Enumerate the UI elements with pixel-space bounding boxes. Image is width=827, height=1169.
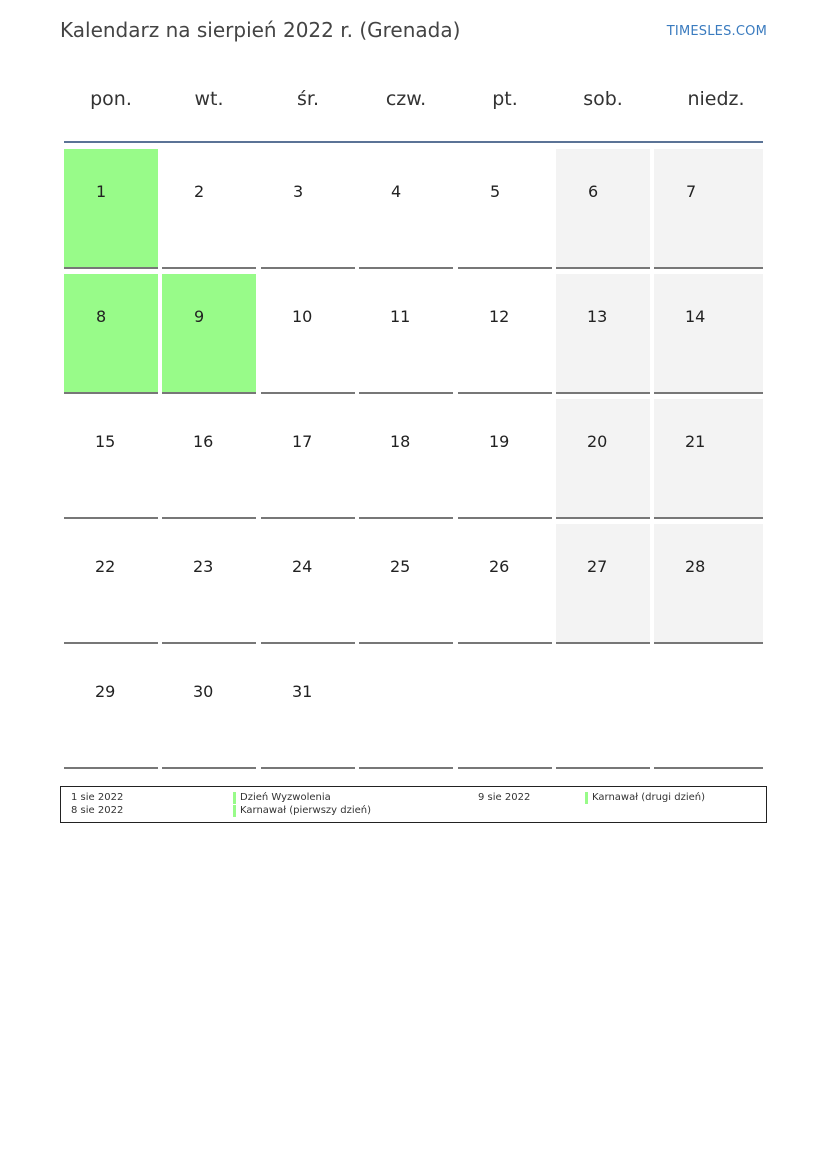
day-number: 12 bbox=[489, 307, 510, 326]
day-number: 9 bbox=[194, 307, 205, 326]
day-cell bbox=[654, 274, 763, 394]
empty-day-cell bbox=[458, 649, 552, 769]
day-cell bbox=[458, 399, 552, 519]
day-cell bbox=[64, 399, 158, 519]
day-cell bbox=[261, 399, 355, 519]
day-number: 21 bbox=[685, 432, 706, 451]
weekday-header-row bbox=[64, 88, 764, 120]
day-cell bbox=[64, 524, 158, 644]
day-cell bbox=[64, 149, 158, 269]
day-number: 31 bbox=[292, 682, 313, 701]
weekday-label: pon. bbox=[90, 88, 132, 110]
day-cell bbox=[458, 524, 552, 644]
day-number: 24 bbox=[292, 557, 313, 576]
legend-holiday-name bbox=[233, 792, 331, 803]
day-number: 7 bbox=[686, 182, 697, 201]
empty-day-cell bbox=[654, 649, 763, 769]
day-cell bbox=[261, 524, 355, 644]
day-cell bbox=[162, 274, 256, 394]
day-cell bbox=[359, 149, 453, 269]
day-number: 25 bbox=[390, 557, 411, 576]
day-cell bbox=[458, 149, 552, 269]
day-number: 6 bbox=[588, 182, 599, 201]
weekday-label: śr. bbox=[296, 88, 319, 110]
day-cell bbox=[458, 274, 552, 394]
day-number: 17 bbox=[292, 432, 313, 451]
holiday-color-marker bbox=[233, 792, 236, 804]
day-number: 18 bbox=[390, 432, 411, 451]
day-number: 28 bbox=[685, 557, 706, 576]
day-cell bbox=[654, 399, 763, 519]
holiday-legend bbox=[60, 786, 767, 823]
day-number: 4 bbox=[391, 182, 402, 201]
day-number: 30 bbox=[193, 682, 214, 701]
day-cell bbox=[359, 274, 453, 394]
day-cell bbox=[162, 149, 256, 269]
legend-holiday-label: Dzień Wyzwolenia bbox=[240, 792, 331, 803]
day-cell bbox=[556, 274, 650, 394]
day-number: 3 bbox=[293, 182, 304, 201]
day-number: 16 bbox=[193, 432, 214, 451]
legend-date: 8 sie 2022 bbox=[71, 805, 124, 816]
day-number: 22 bbox=[95, 557, 116, 576]
day-number: 27 bbox=[587, 557, 608, 576]
day-number: 10 bbox=[292, 307, 313, 326]
day-number: 1 bbox=[96, 182, 107, 201]
legend-holiday-name bbox=[585, 792, 705, 803]
legend-date: 1 sie 2022 bbox=[71, 792, 124, 803]
day-cell bbox=[359, 399, 453, 519]
day-cell bbox=[556, 149, 650, 269]
day-cell bbox=[162, 524, 256, 644]
day-number: 23 bbox=[193, 557, 214, 576]
day-cell bbox=[556, 399, 650, 519]
page-title: Kalendarz na sierpień 2022 r. (Grenada) bbox=[60, 18, 461, 42]
day-number: 19 bbox=[489, 432, 510, 451]
weekday-label: niedz. bbox=[687, 88, 745, 110]
day-number: 8 bbox=[96, 307, 107, 326]
day-cell bbox=[261, 149, 355, 269]
header-divider bbox=[64, 141, 763, 143]
day-cell bbox=[654, 524, 763, 644]
empty-day-cell bbox=[359, 649, 453, 769]
day-cell bbox=[654, 149, 763, 269]
day-number: 2 bbox=[194, 182, 205, 201]
day-number: 14 bbox=[685, 307, 706, 326]
holiday-color-marker bbox=[585, 792, 588, 804]
day-cell bbox=[261, 649, 355, 769]
day-number: 13 bbox=[587, 307, 608, 326]
day-number: 20 bbox=[587, 432, 608, 451]
day-number: 15 bbox=[95, 432, 116, 451]
site-link[interactable]: TIMESLES.COM bbox=[666, 24, 767, 39]
empty-day-cell bbox=[556, 649, 650, 769]
day-cell bbox=[556, 524, 650, 644]
weekday-label: wt. bbox=[194, 88, 224, 110]
legend-holiday-name bbox=[233, 805, 371, 816]
weekday-label: sob. bbox=[583, 88, 623, 110]
day-number: 5 bbox=[490, 182, 501, 201]
day-cell bbox=[64, 274, 158, 394]
legend-date: 9 sie 2022 bbox=[478, 792, 531, 803]
holiday-color-marker bbox=[233, 805, 236, 817]
day-number: 29 bbox=[95, 682, 116, 701]
weekday-label: pt. bbox=[492, 88, 518, 110]
weekday-label: czw. bbox=[385, 88, 427, 110]
day-number: 11 bbox=[390, 307, 411, 326]
legend-holiday-label: Karnawał (drugi dzień) bbox=[592, 792, 706, 803]
day-cell bbox=[64, 649, 158, 769]
day-cell bbox=[162, 399, 256, 519]
day-cell bbox=[359, 524, 453, 644]
day-cell bbox=[162, 649, 256, 769]
legend-holiday-label: Karnawał (pierwszy dzień) bbox=[240, 805, 372, 816]
day-cell bbox=[261, 274, 355, 394]
day-number: 26 bbox=[489, 557, 510, 576]
